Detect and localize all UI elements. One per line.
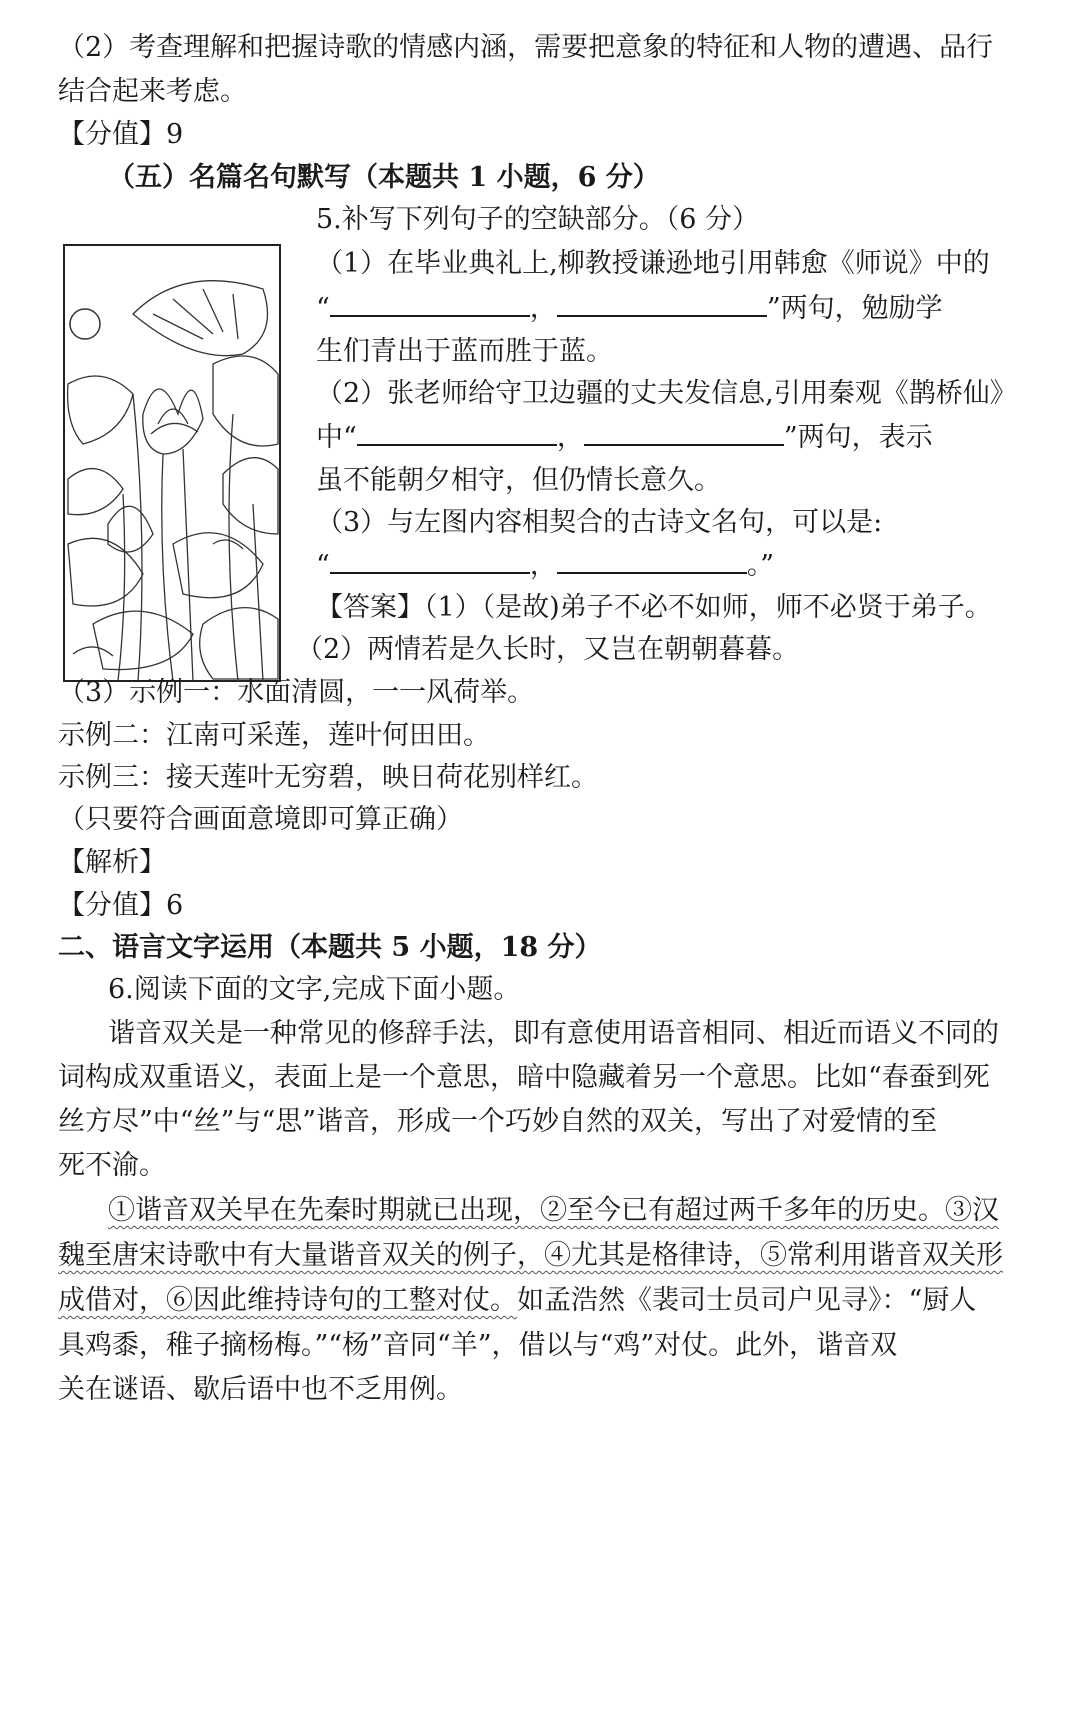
quote-open: 中“ bbox=[316, 422, 357, 453]
section-heading: 二、语言文字运用（本题共 5 小题，18 分） bbox=[58, 932, 602, 963]
passage-line: 死不渝。 bbox=[58, 1150, 166, 1181]
underlined-text: 成借对，⑥因此维持诗句的工整对仗。 bbox=[58, 1285, 517, 1316]
question-title: 5.补写下列句子的空缺部分。（6 分） bbox=[316, 204, 760, 235]
underlined-text: ①谐音双关早在先秦时期就已出现，②至今已有超过两千多年的历史。③汉 bbox=[108, 1195, 999, 1226]
passage-line bbox=[58, 1238, 1003, 1274]
answer-text: （2）两情若是久长时，又岂在朝朝暮暮。 bbox=[296, 634, 800, 665]
answer-text: 示例二：江南可采莲，莲叶何田田。 bbox=[58, 720, 490, 751]
question-text: 虽不能朝夕相守，但仍情长意久。 bbox=[316, 465, 721, 496]
answer-text: 示例三：接天莲叶无穷碧，映日荷花别样红。 bbox=[58, 762, 598, 793]
question-text: （3）与左图内容相契合的古诗文名句，可以是: bbox=[316, 507, 883, 538]
question-text: （1）在毕业典礼上,柳教授谦逊地引用韩愈《师说》中的 bbox=[316, 248, 990, 279]
fill-line bbox=[316, 420, 933, 456]
answer-blank bbox=[557, 293, 767, 317]
answer-blank bbox=[557, 550, 747, 574]
score-label: 【分值】6 bbox=[58, 890, 184, 921]
passage-line: 具鸡黍，稚子摘杨梅。”“杨”音同“羊”，借以与“鸡”对仗。此外，谐音双 bbox=[58, 1330, 898, 1361]
quote-open: “ bbox=[316, 293, 330, 324]
section-heading: （五）名篇名句默写（本题共 1 小题，6 分） bbox=[108, 162, 660, 193]
passage-line: 谐音双关是一种常见的修辞手法，即有意使用语音相同、相近而语义不同的 bbox=[108, 1018, 999, 1049]
analysis-line: （2）考查理解和把握诗歌的情感内涵，需要把意象的特征和人物的遭遇、品行 bbox=[58, 32, 994, 63]
analysis-label: 【解析】 bbox=[58, 847, 166, 878]
answer-text: （只要符合画面意境即可算正确） bbox=[58, 804, 463, 835]
passage-line bbox=[58, 1283, 976, 1319]
comma: ， bbox=[529, 293, 557, 324]
fill-line bbox=[316, 291, 943, 327]
passage-text: 如孟浩然《裴司士员司户见寻》：“厨人 bbox=[517, 1285, 977, 1316]
answer-blank bbox=[330, 293, 530, 317]
question-text: 生们青出于蓝而胜于蓝。 bbox=[316, 336, 613, 367]
question-text: （2）张老师给守卫边疆的丈夫发信息,引用秦观《鹊桥仙》 bbox=[316, 378, 1017, 409]
question-title: 6.阅读下面的文字,完成下面小题。 bbox=[108, 974, 521, 1005]
answer-blank bbox=[584, 422, 784, 446]
answer-text: （3）示例一：水面清圆，一一风荷举。 bbox=[58, 677, 535, 708]
fill-line bbox=[316, 548, 774, 584]
quote-close: 。” bbox=[746, 550, 775, 581]
comma: ， bbox=[556, 422, 584, 453]
passage-line bbox=[108, 1193, 999, 1229]
lotus-illustration bbox=[63, 244, 281, 682]
passage-line: 词构成双重语义，表面上是一个意思，暗中隐藏着另一个意思。比如“春蚕到死 bbox=[58, 1062, 990, 1093]
passage-line: 丝方尽”中“丝”与“思”谐音，形成一个巧妙自然的双关，写出了对爱情的至 bbox=[58, 1106, 938, 1137]
answer-text: 【答案】（1）（是故)弟子不必不如师，师不必贤于弟子。 bbox=[316, 592, 992, 623]
answer-blank bbox=[330, 550, 530, 574]
passage-line: 关在谜语、歇后语中也不乏用例。 bbox=[58, 1374, 463, 1405]
quote-close: ”两句，表示 bbox=[783, 422, 933, 453]
quote-open: “ bbox=[316, 550, 330, 581]
quote-close: ”两句，勉励学 bbox=[766, 293, 943, 324]
answer-blank bbox=[357, 422, 557, 446]
score-label: 【分值】9 bbox=[58, 119, 184, 150]
analysis-line: 结合起来考虑。 bbox=[58, 76, 247, 107]
underlined-text: 魏至唐宋诗歌中有大量谐音双关的例子，④尤其是格律诗，⑤常利用谐音双关形 bbox=[58, 1240, 1003, 1271]
comma: ， bbox=[529, 550, 557, 581]
